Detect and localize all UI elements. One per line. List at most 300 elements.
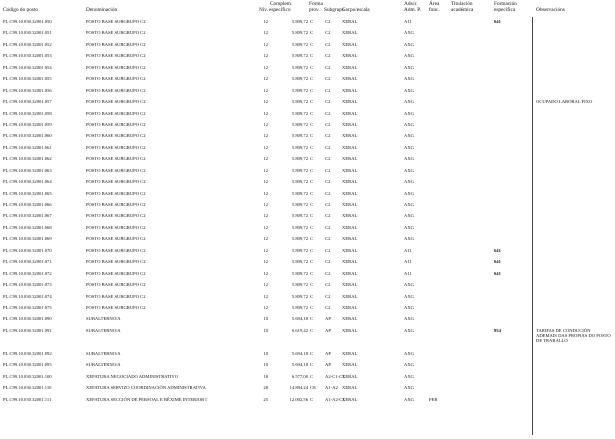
cell-forma: C [310, 30, 314, 36]
cell-niv: 12 [263, 64, 268, 70]
header-complem-1: Complem. [270, 1, 293, 7]
cell-forma: CE [310, 385, 316, 391]
cell-corpo: XERAL [342, 133, 358, 139]
cell-sub: C2 [325, 213, 331, 219]
cell-corpo: XERAL [342, 282, 358, 288]
cell-corpo: XERAL [342, 316, 358, 322]
header-observacions: Observacións [536, 7, 565, 13]
cell-adscr: AXG [404, 87, 414, 93]
cell-corpo: XERAL [342, 19, 358, 24]
cell-code: PL.C99.10.030.32001.090 [3, 316, 52, 322]
cell-forma: C [310, 270, 314, 276]
cell-adscr: AXG [404, 373, 414, 379]
column-divider [532, 17, 533, 435]
cell-sub: C2 [325, 41, 331, 47]
cell-comp: 5.809,72 [291, 144, 308, 150]
cell-forma: C [310, 350, 314, 356]
cell-adscr: AXG [404, 179, 414, 185]
cell-den: POSTO BASE SUBGRUPO C2 [86, 293, 146, 299]
cell-corpo: XERAL [342, 327, 358, 333]
table-header [3, 2, 612, 19]
cell-comp: 5.809,72 [291, 304, 308, 310]
cell-sub: C2 [325, 121, 331, 127]
header-formacion-1: Formación [494, 1, 517, 7]
cell-corpo: XERAL [342, 53, 358, 59]
cell-sub: C2 [325, 99, 331, 105]
cell-corpo: XERAL [342, 270, 358, 276]
cell-den: POSTO BASE SUBGRUPO C2 [86, 282, 146, 288]
cell-forma: C [310, 304, 314, 310]
cell-forma: C [310, 259, 314, 265]
cell-comp: 5.694,18 [291, 316, 308, 322]
cell-corpo: XERAL [342, 30, 358, 36]
cell-comp: 5.809,72 [291, 167, 308, 173]
cell-forma: C [310, 247, 314, 253]
table-row [3, 145, 612, 156]
cell-code: PL.C99.10.030.32001.056 [3, 87, 52, 93]
table-row [3, 53, 612, 64]
cell-adscr: A11 [404, 247, 412, 253]
table-row [3, 236, 612, 247]
cell-comp: 5.809,72 [291, 202, 308, 207]
cell-forma: C [310, 316, 314, 322]
cell-comp: 5.694,18 [291, 350, 308, 356]
cell-niv: 10 [263, 350, 268, 356]
cell-form: 641 [494, 247, 501, 253]
header-forma-1: Forma [309, 1, 323, 7]
cell-sub: C2 [325, 167, 331, 173]
table-row [3, 76, 612, 87]
cell-den: POSTO BASE SUBGRUPO C2 [86, 144, 146, 150]
cell-forma: C [310, 167, 314, 173]
cell-adscr: A11 [404, 19, 412, 24]
cell-comp: 5.809,72 [291, 121, 308, 127]
cell-forma: C [310, 19, 314, 24]
cell-code: PL.C99.10.030.32001.110 [3, 385, 52, 391]
rpt-document [3, 2, 612, 408]
cell-forma: C [310, 110, 314, 116]
cell-code: PL.C99.10.030.32001.060 [3, 133, 52, 139]
header-forma-2: prov. [309, 7, 320, 13]
cell-niv: 18 [263, 373, 268, 379]
table-row [3, 30, 612, 41]
cell-sub: C2 [325, 270, 331, 276]
header-denominacion: Denominación [86, 7, 118, 13]
cell-niv: 12 [263, 282, 268, 288]
table-row [3, 65, 612, 76]
cell-sub: C2 [325, 144, 331, 150]
cell-niv: 12 [263, 53, 268, 59]
cell-niv: 12 [263, 202, 268, 207]
cell-corpo: XERAL [342, 167, 358, 173]
cell-sub: C2 [325, 53, 331, 59]
cell-sub: A1-A2 [325, 385, 338, 391]
cell-sub: C2 [325, 236, 331, 242]
cell-niv: 12 [263, 156, 268, 162]
cell-corpo: XERAL [342, 396, 358, 402]
cell-sub: AP [325, 316, 331, 322]
cell-forma: C [310, 293, 314, 299]
cell-den: POSTO BASE SUBGRUPO C2 [86, 224, 146, 230]
cell-den: XEFATURA SERVIZO COORDINACIÓN ADMINISTRATIVA [86, 385, 206, 391]
cell-code: PL.C99.10.030.32001.074 [3, 293, 52, 299]
cell-forma: C [310, 53, 314, 59]
cell-den: POSTO BASE SUBGRUPO C2 [86, 202, 146, 207]
cell-den: POSTO BASE SUBGRUPO C2 [86, 259, 146, 265]
cell-niv: 12 [263, 87, 268, 93]
cell-comp: 5.809,72 [291, 110, 308, 116]
cell-corpo: XERAL [342, 293, 358, 299]
cell-niv: 25 [263, 396, 268, 402]
cell-den: POSTO BASE SUBGRUPO C2 [86, 270, 146, 276]
cell-den: POSTO BASE SUBGRUPO C2 [86, 121, 146, 127]
cell-corpo: XERAL [342, 41, 358, 47]
header-adscr-2: Adm. P. [404, 7, 421, 13]
cell-forma: C [310, 202, 314, 207]
cell-niv: 12 [263, 144, 268, 150]
cell-corpo: XERAL [342, 87, 358, 93]
cell-sub: C2 [325, 247, 331, 253]
cell-code: PL.C99.10.030.32001.066 [3, 202, 52, 207]
cell-forma: C [310, 99, 314, 105]
cell-sub: C2 [325, 76, 331, 82]
table-row [3, 328, 612, 351]
cell-code: PL.C99.10.030.32001.064 [3, 179, 52, 185]
cell-code: PL.C99.10.030.32001.070 [3, 247, 52, 253]
cell-corpo: XERAL [342, 76, 358, 82]
cell-forma: C [310, 179, 314, 185]
cell-corpo: XERAL [342, 64, 358, 70]
table-row [3, 42, 612, 53]
cell-code: PL.C99.10.030.32001.069 [3, 236, 52, 242]
table-row [3, 99, 612, 110]
cell-adscr: AXG [404, 350, 414, 356]
cell-corpo: XERAL [342, 179, 358, 185]
cell-forma: C [310, 282, 314, 288]
cell-corpo: XERAL [342, 362, 358, 368]
table-row [3, 111, 612, 122]
cell-sub: C2 [325, 133, 331, 139]
cell-code: PL.C99.10.030.32001.091 [3, 327, 52, 333]
header-codigo: Código do posto [3, 7, 39, 13]
cell-comp: 12.002,56 [289, 396, 308, 402]
cell-niv: 12 [263, 179, 268, 185]
cell-den: SUBALTERNO/A [86, 327, 121, 333]
cell-adscr: AXG [404, 99, 414, 105]
cell-den: POSTO BASE SUBGRUPO C2 [86, 99, 146, 105]
cell-adscr: AXG [404, 282, 414, 288]
header-titulacion-1: Titulación [451, 1, 473, 7]
cell-niv: 12 [263, 76, 268, 82]
cell-niv: 12 [263, 110, 268, 116]
cell-sub: A1-A2-C1 [325, 396, 345, 402]
table-row [3, 191, 612, 202]
cell-forma: C [310, 396, 314, 402]
table-row [3, 202, 612, 213]
cell-forma: C [310, 327, 314, 333]
cell-sub: C2 [325, 64, 331, 70]
cell-niv: 12 [263, 270, 268, 276]
cell-forma: C [310, 190, 314, 196]
cell-den: POSTO BASE SUBGRUPO C2 [86, 167, 146, 173]
cell-sub: A2-C1-C2 [325, 373, 345, 379]
header-subgrupo: Subgrupo [324, 7, 345, 13]
cell-code: PL.C99.10.030.32001.071 [3, 259, 52, 265]
cell-comp: 5.809,72 [291, 133, 308, 139]
cell-forma: C [310, 156, 314, 162]
cell-comp: 5.809,72 [291, 213, 308, 219]
cell-forma: C [310, 76, 314, 82]
cell-comp: 5.809,72 [291, 87, 308, 93]
cell-corpo: XERAL [342, 224, 358, 230]
cell-corpo: XERAL [342, 350, 358, 356]
cell-niv: 12 [263, 121, 268, 127]
cell-code: PL.C99.10.030.32001.072 [3, 270, 52, 276]
cell-adscr: AXG [404, 64, 414, 70]
cell-niv: 12 [263, 133, 268, 139]
cell-niv: 12 [263, 224, 268, 230]
header-adscr-1: Adscr. [404, 1, 418, 7]
cell-niv: 12 [263, 259, 268, 265]
cell-code: PL.C99.10.030.32001.092 [3, 350, 52, 356]
cell-code: PL.C99.10.030.32001.050 [3, 19, 52, 24]
cell-adscr: AXG [404, 202, 414, 207]
cell-comp: 6.619,42 [291, 327, 308, 333]
cell-area: PER [429, 396, 438, 402]
cell-niv: 12 [263, 293, 268, 299]
table-row [3, 397, 612, 408]
header-area-2: func. [429, 7, 440, 13]
cell-den: POSTO BASE SUBGRUPO C2 [86, 64, 146, 70]
cell-den: POSTO BASE SUBGRUPO C2 [86, 30, 146, 36]
cell-code: PL.C99.10.030.32001.054 [3, 64, 52, 70]
cell-adscr: AXG [404, 156, 414, 162]
cell-niv: 10 [263, 316, 268, 322]
cell-forma: C [310, 362, 314, 368]
table-row [3, 351, 612, 362]
cell-adscr: AXG [404, 121, 414, 127]
cell-den: POSTO BASE SUBGRUPO C2 [86, 87, 146, 93]
cell-adscr: AXG [404, 362, 414, 368]
table-row [3, 122, 612, 133]
table-row [3, 168, 612, 179]
cell-adscr: AXG [404, 396, 414, 402]
cell-code: PL.C99.10.030.32001.058 [3, 110, 52, 116]
cell-adscr: AXG [404, 41, 414, 47]
cell-corpo: XERAL [342, 236, 358, 242]
cell-comp: 5.694,18 [291, 362, 308, 368]
cell-code: PL.C99.10.030.32001.111 [3, 396, 52, 402]
cell-adscr: AXG [404, 144, 414, 150]
cell-sub: AP [325, 327, 331, 333]
cell-corpo: XERAL [342, 156, 358, 162]
cell-niv: 12 [263, 213, 268, 219]
cell-form: 641 [494, 19, 501, 24]
cell-code: PL.C99.10.030.32001.057 [3, 99, 52, 105]
cell-corpo: XERAL [342, 304, 358, 310]
cell-niv: 10 [263, 327, 268, 333]
cell-sub: C2 [325, 202, 331, 207]
table-row [3, 179, 612, 190]
cell-den: POSTO BASE SUBGRUPO C2 [86, 236, 146, 242]
table-row [3, 88, 612, 99]
cell-sub: C2 [325, 190, 331, 196]
cell-code: PL.C99.10.030.32001.075 [3, 304, 52, 310]
cell-form: 954 [494, 327, 501, 333]
cell-adscr: AXG [404, 30, 414, 36]
cell-sub: C2 [325, 179, 331, 185]
cell-adscr: AXG [404, 76, 414, 82]
cell-niv: 12 [263, 41, 268, 47]
header-niv: Nív. [259, 7, 268, 13]
header-area-1: Área [429, 1, 440, 7]
header-complem-2: específico [269, 7, 291, 13]
cell-code: PL.C99.10.030.32001.062 [3, 156, 52, 162]
cell-code: PL.C99.10.030.32001.100 [3, 373, 52, 379]
cell-code: PL.C99.10.030.32001.051 [3, 30, 52, 36]
cell-code: PL.C99.10.030.32001.067 [3, 213, 52, 219]
table-row [3, 248, 612, 259]
cell-adscr: AXG [404, 327, 414, 333]
cell-obs: TARIFAS DE CONDUCIÓN ADEMAIS DAS PROPIAS DO POSTO DE TRABALLO [536, 327, 611, 343]
cell-comp: 5.809,72 [291, 259, 308, 265]
cell-code: PL.C99.10.030.32001.068 [3, 224, 52, 230]
cell-den: SUBALTERNO/A [86, 362, 121, 368]
cell-forma: C [310, 144, 314, 150]
cell-corpo: XERAL [342, 373, 358, 379]
table-row [3, 362, 612, 373]
table-row [3, 259, 612, 270]
cell-forma: C [310, 41, 314, 47]
cell-den: POSTO BASE SUBGRUPO C2 [86, 156, 146, 162]
cell-code: PL.C99.10.030.32001.063 [3, 167, 52, 173]
cell-den: POSTO BASE SUBGRUPO C2 [86, 19, 146, 24]
cell-sub: C2 [325, 304, 331, 310]
cell-adscr: AXG [404, 133, 414, 139]
table-row [3, 385, 612, 396]
cell-comp: 5.809,72 [291, 19, 308, 24]
cell-forma: C [310, 373, 314, 379]
cell-den: POSTO BASE SUBGRUPO C2 [86, 76, 146, 82]
cell-comp: 5.809,72 [291, 190, 308, 196]
cell-sub: C2 [325, 19, 331, 24]
cell-forma: C [310, 121, 314, 127]
cell-forma: C [310, 64, 314, 70]
cell-corpo: XERAL [342, 121, 358, 127]
cell-obs: OCUPADO LABORAL FIXO [536, 99, 593, 105]
cell-forma: C [310, 133, 314, 139]
cell-code: PL.C99.10.030.32001.073 [3, 282, 52, 288]
cell-sub: C2 [325, 110, 331, 116]
cell-den: POSTO BASE SUBGRUPO C2 [86, 133, 146, 139]
cell-forma: C [310, 224, 314, 230]
cell-code: PL.C99.10.030.32001.061 [3, 144, 52, 150]
cell-niv: 28 [263, 385, 268, 391]
table-row [3, 294, 612, 305]
cell-corpo: XERAL [342, 213, 358, 219]
cell-forma: C [310, 236, 314, 242]
cell-comp: 5.809,72 [291, 270, 308, 276]
cell-den: POSTO BASE SUBGRUPO C2 [86, 179, 146, 185]
cell-adscr: AXG [404, 304, 414, 310]
table-body [3, 19, 612, 408]
table-row [3, 19, 612, 30]
cell-adscr: AXG [404, 293, 414, 299]
table-row [3, 316, 612, 327]
cell-comp: 5.809,72 [291, 293, 308, 299]
cell-niv: 10 [263, 362, 268, 368]
cell-comp: 5.809,72 [291, 247, 308, 253]
cell-sub: AP [325, 350, 331, 356]
cell-comp: 5.809,72 [291, 64, 308, 70]
cell-comp: 5.809,72 [291, 30, 308, 36]
table-row [3, 225, 612, 236]
cell-adscr: AXG [404, 316, 414, 322]
cell-sub: C2 [325, 282, 331, 288]
cell-code: PL.C99.10.030.32001.093 [3, 362, 52, 368]
table-row [3, 374, 612, 385]
cell-sub: AP [325, 362, 331, 368]
cell-code: PL.C99.10.030.32001.059 [3, 121, 52, 127]
cell-corpo: XERAL [342, 202, 358, 207]
cell-comp: 6.577,00 [291, 373, 308, 379]
cell-adscr: A11 [404, 270, 412, 276]
cell-adscr: AXG [404, 167, 414, 173]
cell-adscr: AXG [404, 213, 414, 219]
cell-niv: 12 [263, 167, 268, 173]
table-row [3, 213, 612, 224]
cell-comp: 5.809,72 [291, 156, 308, 162]
cell-niv: 12 [263, 247, 268, 253]
cell-den: POSTO BASE SUBGRUPO C2 [86, 190, 146, 196]
cell-corpo: XERAL [342, 259, 358, 265]
cell-comp: 5.809,72 [291, 224, 308, 230]
cell-den: SUBALTERNO/A [86, 350, 121, 356]
cell-den: POSTO BASE SUBGRUPO C2 [86, 53, 146, 59]
cell-comp: 5.809,72 [291, 282, 308, 288]
cell-code: PL.C99.10.030.32001.055 [3, 76, 52, 82]
cell-corpo: XERAL [342, 190, 358, 196]
cell-comp: 5.809,72 [291, 179, 308, 185]
cell-form: 641 [494, 259, 501, 265]
cell-niv: 12 [263, 99, 268, 105]
cell-den: POSTO BASE SUBGRUPO C2 [86, 213, 146, 219]
cell-adscr: AXG [404, 224, 414, 230]
cell-sub: C2 [325, 30, 331, 36]
cell-niv: 12 [263, 19, 268, 24]
cell-sub: C2 [325, 87, 331, 93]
cell-den: XEFATURA SECCIÓN DE PERSOAL E RÉXIME INTERIOR I [86, 396, 207, 402]
table-row [3, 282, 612, 293]
cell-comp: 5.809,72 [291, 53, 308, 59]
cell-comp: 5.809,72 [291, 236, 308, 242]
cell-form: 641 [494, 270, 501, 276]
cell-code: PL.C99.10.030.32001.065 [3, 190, 52, 196]
cell-niv: 12 [263, 190, 268, 196]
table-row [3, 133, 612, 144]
cell-corpo: XERAL [342, 110, 358, 116]
cell-adscr: AXG [404, 385, 414, 391]
cell-den: POSTO BASE SUBGRUPO C2 [86, 41, 146, 47]
cell-sub: C2 [325, 259, 331, 265]
table-row [3, 305, 612, 316]
cell-den: POSTO BASE SUBGRUPO C2 [86, 247, 146, 253]
cell-adscr: AXG [404, 190, 414, 196]
cell-forma: C [310, 213, 314, 219]
cell-sub: C2 [325, 293, 331, 299]
table-row [3, 271, 612, 282]
cell-sub: C2 [325, 224, 331, 230]
